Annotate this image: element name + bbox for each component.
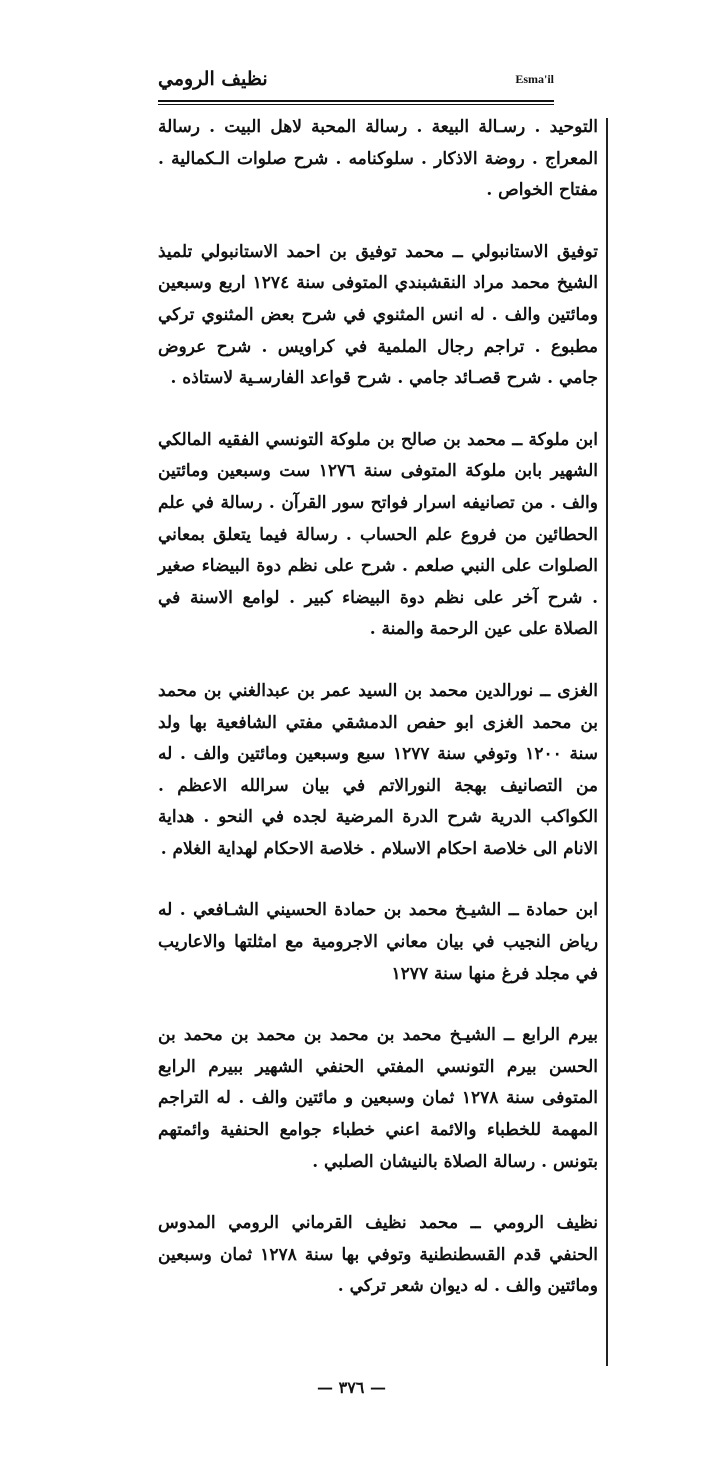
entry-paragraph: الغزى ــ نورالدين محمد بن السيد عمر بن عبدالغني بن محمد بن محمد الغزى ابو حفص الدمشقي مفتي الشافعية بها ولد سنة ١٢٠٠ وتوفي سنة ١٢٧٧ سبع وسبعين ومائتين والف . له من التصانيف بهجة النورالاتم في بيان سرالله الاعظم . الكواكب الدرية شرح الدرة المرضية لجده في النحو . هداية الانام الى خلاصة احكام الاسلام . خلاصة الاحكام لهداية الغلام .: [158, 680, 598, 859]
margin-rule: [606, 118, 608, 1366]
page-number: — ٣٧٦ —: [317, 1378, 386, 1397]
header-rule-thin: [158, 104, 554, 105]
running-title-arabic: نظيف الرومي: [158, 68, 268, 90]
entry-paragraph: التوحيد . رسـالة البيعة . رسالة المحبة لاهل البيت . رسالة المعراج . روضة الاذكار . سلوكنامه . شرح صلوات الـكمالية . مفتاح الخواص .: [158, 117, 598, 201]
running-title-latin: Esma'il: [515, 72, 554, 86]
entry-paragraph: توفيق الاستانبولي ــ محمد توفيق بن احمد الاستانبولي تلميذ الشيخ محمد مراد النقشبندي المتوفى سنة ١٢٧٤ اربع وسبعين ومائتين والف . له انس المثنوي في شرح بعض المثنوي تركي مطبوع . تراجم رجال الملمية في كراويس . شرح عروض جامي . شرح قصـائد جامي . شرح قواعد الفارسـية لاستاذه .: [158, 241, 598, 389]
entry-paragraph: نظيف الرومي ــ محمد نظيف القرماني الرومي المدوس الحنفي قدم القسطنطنية وتوفي بها سنة ١٢٧٨ ثمان وسبعين ومائتين والف . له ديوان شعر تركي .: [158, 1213, 598, 1297]
entry-paragraph: ابن حمادة ــ الشيـخ محمد بن حمادة الحسيني الشـافعي . له رياض النجيب في بيان معاني الاجرومية مع امثلتها والاعاريب في مجلد فرغ منها سنة ١٢٧٧: [158, 900, 598, 984]
entry-paragraph: بيرم الرابع ــ الشيـخ محمد بن محمد بن محمد بن محمد بن الحسن بيرم التونسي المفتي الحنفي الشهير ببيرم الرابع المتوفى سنة ١٢٧٨ ثمان وسبعين و مائتين والف . له التراجم المهمة للخطباء والائمة اعني خطباء جوامع الحنفية وائمتهم بتونس . رسالة الصلاة بالنيشان الصلبي .: [158, 1025, 598, 1172]
page-header: [158, 62, 554, 102]
header-rule: [158, 100, 554, 102]
entry-paragraph: ابن ملوكة ــ محمد بن صالح بن ملوكة التونسي الفقيه المالكي الشهير بابن ملوكة المتوفى سنة ١٢٧٦ ست وسبعين ومائتين والف . من تصانيفه اسرار فواتح سور القرآن . رسالة في علم الحطائين من فروع علم الحساب . رسالة فيما يتعلق بمعاني الصلوات على النبي صلعم . شرح على نظم دوة البيضاء صغير . شرح آخر على نظم دوة البيضاء كبير . لوامع الاسنة في الصلاة على عين الرحمة والمنة .: [158, 429, 598, 640]
page-body: [158, 112, 598, 1303]
